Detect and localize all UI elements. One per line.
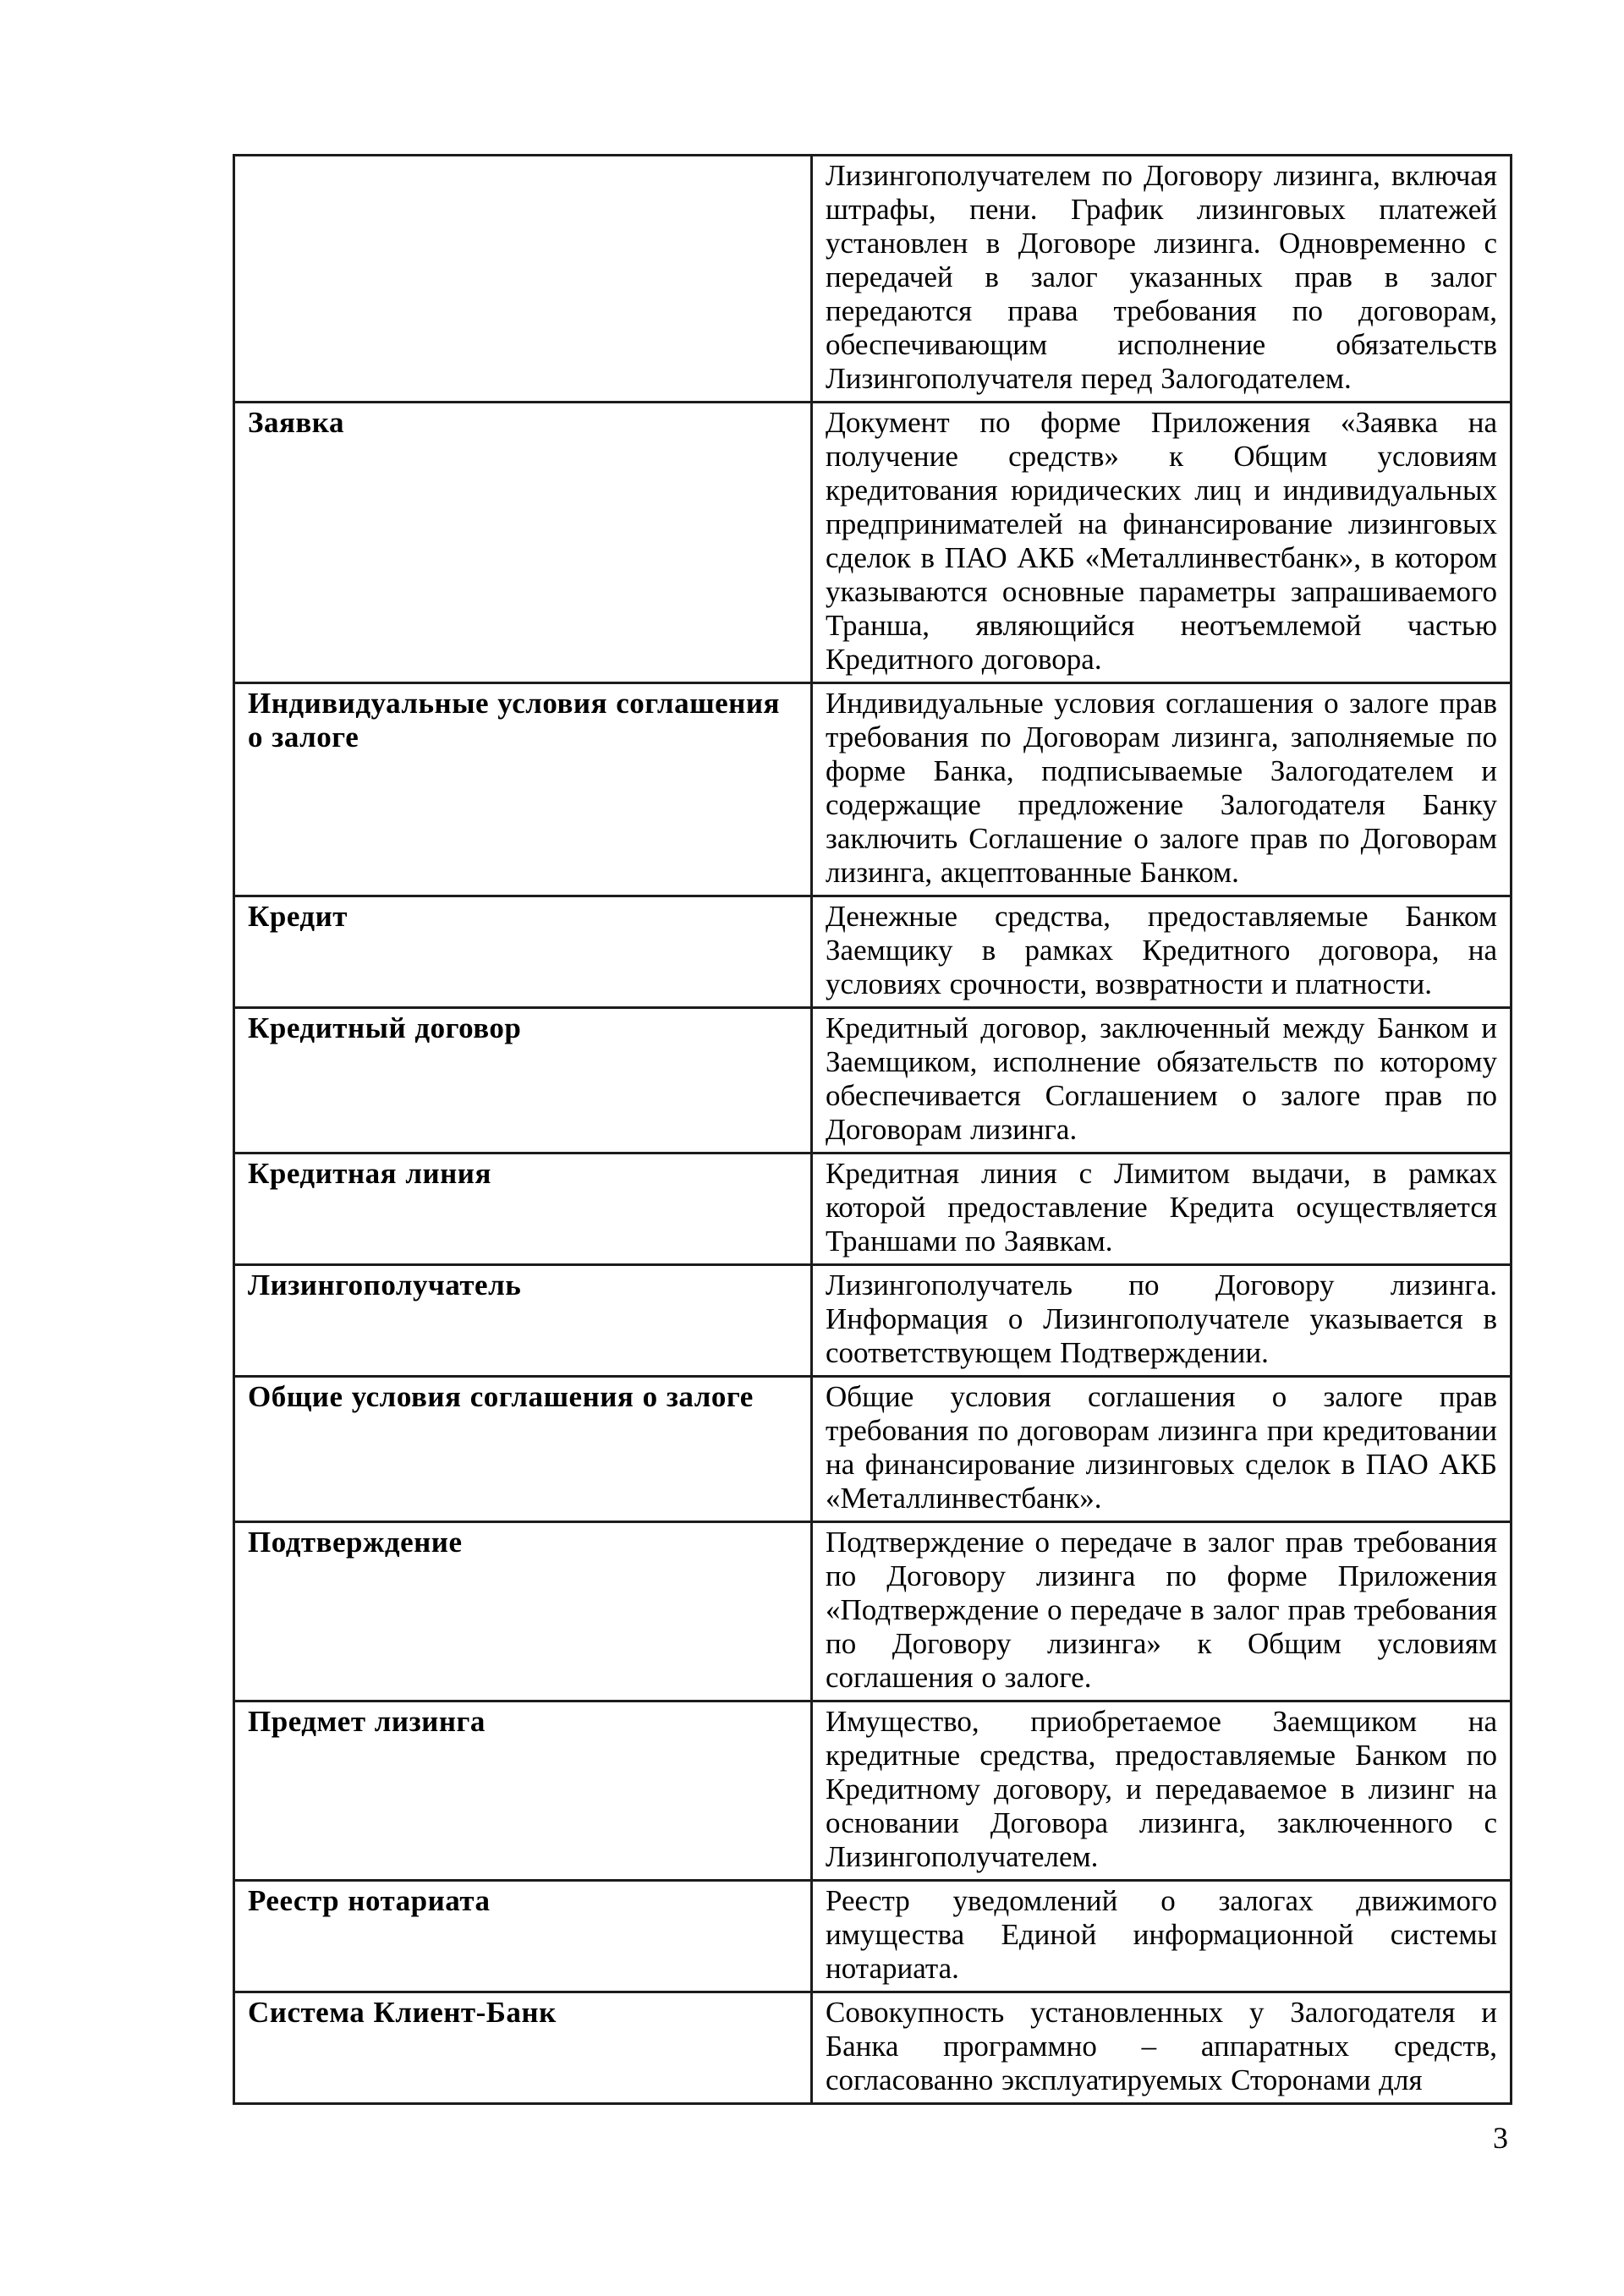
page-number: 3 (1493, 2121, 1508, 2155)
table-row (234, 156, 1512, 403)
term-cell: Предмет лизинга (234, 1701, 812, 1881)
term-cell: Кредитная линия (234, 1153, 812, 1265)
definition-cell: Индивидуальные условия соглашения о залоге прав требования по Договорам лизинга, заполняемые по форме Банка, подписываемые Залогодателем и содержащие предложение Залогодателя Банку заключить Соглашение о залоге прав по Договорам лизинга, акцептованные Банком. (812, 683, 1512, 896)
term-cell: Индивидуальные условия соглашения о залоге (234, 683, 812, 896)
table-row (234, 1992, 1512, 2104)
term-cell: Заявка (234, 403, 812, 683)
definition-cell: Лизингополучателем по Договору лизинга, включая штрафы, пени. График лизинговых платежей установлен в Договоре лизинга. Одновременно с передачей в залог указанных прав в залог передаются права требования по договорам, обеспечивающим исполнение обязательств Лизингополучателя перед Залогодателем. (812, 156, 1512, 403)
definition-cell: Подтверждение о передаче в залог прав требования по Договору лизинга по форме Приложения «Подтверждение о передаче в залог прав требования по Договору лизинга» к Общим условиям соглашения о залоге. (812, 1522, 1512, 1701)
definition-cell: Лизингополучатель по Договору лизинга. Информация о Лизингополучателе указывается в соответствующем Подтверждении. (812, 1265, 1512, 1377)
term-cell: Подтверждение (234, 1522, 812, 1701)
table-row (234, 1153, 1512, 1265)
table-row (234, 1701, 1512, 1881)
term-cell: Кредит (234, 896, 812, 1008)
term-cell: Реестр нотариата (234, 1881, 812, 1992)
definition-cell: Документ по форме Приложения «Заявка на получение средств» к Общим условиям кредитования юридических лиц и индивидуальных предпринимателей на финансирование лизинговых сделок в ПАО АКБ «Металлинвестбанк», в котором указываются основные параметры запрашиваемого Транша, являющийся неотъемлемой частью Кредитного договора. (812, 403, 1512, 683)
definition-cell: Реестр уведомлений о залогах движимого имущества Единой информационной системы нотариата. (812, 1881, 1512, 1992)
definition-cell: Совокупность установленных у Залогодателя и Банка программно – аппаратных средств, согласованно эксплуатируемых Сторонами для (812, 1992, 1512, 2104)
definition-cell: Денежные средства, предоставляемые Банком Заемщику в рамках Кредитного договора, на условиях срочности, возвратности и платности. (812, 896, 1512, 1008)
definitions-table (233, 154, 1512, 2105)
term-cell: Кредитный договор (234, 1008, 812, 1153)
term-cell: Общие условия соглашения о залоге (234, 1377, 812, 1522)
term-cell: Лизингополучатель (234, 1265, 812, 1377)
definition-cell: Кредитная линия с Лимитом выдачи, в рамках которой предоставление Кредита осуществляется Траншами по Заявкам. (812, 1153, 1512, 1265)
table-row (234, 1522, 1512, 1701)
table-row (234, 403, 1512, 683)
table-row (234, 1377, 1512, 1522)
table-row (234, 1265, 1512, 1377)
table-row (234, 1881, 1512, 1992)
table-row (234, 896, 1512, 1008)
term-cell: Система Клиент-Банк (234, 1992, 812, 2104)
table-row (234, 683, 1512, 896)
definition-cell: Общие условия соглашения о залоге прав требования по договорам лизинга при кредитовании на финансирование лизинговых сделок в ПАО АКБ «Металлинвестбанк». (812, 1377, 1512, 1522)
definition-cell: Имущество, приобретаемое Заемщиком на кредитные средства, предоставляемые Банком по Кредитному договору, и передаваемое в лизинг на основании Договора лизинга, заключенного с Лизингополучателем. (812, 1701, 1512, 1881)
term-cell (234, 156, 812, 403)
table-row (234, 1008, 1512, 1153)
definition-cell: Кредитный договор, заключенный между Банком и Заемщиком, исполнение обязательств по которому обеспечивается Соглашением о залоге прав по Договорам лизинга. (812, 1008, 1512, 1153)
